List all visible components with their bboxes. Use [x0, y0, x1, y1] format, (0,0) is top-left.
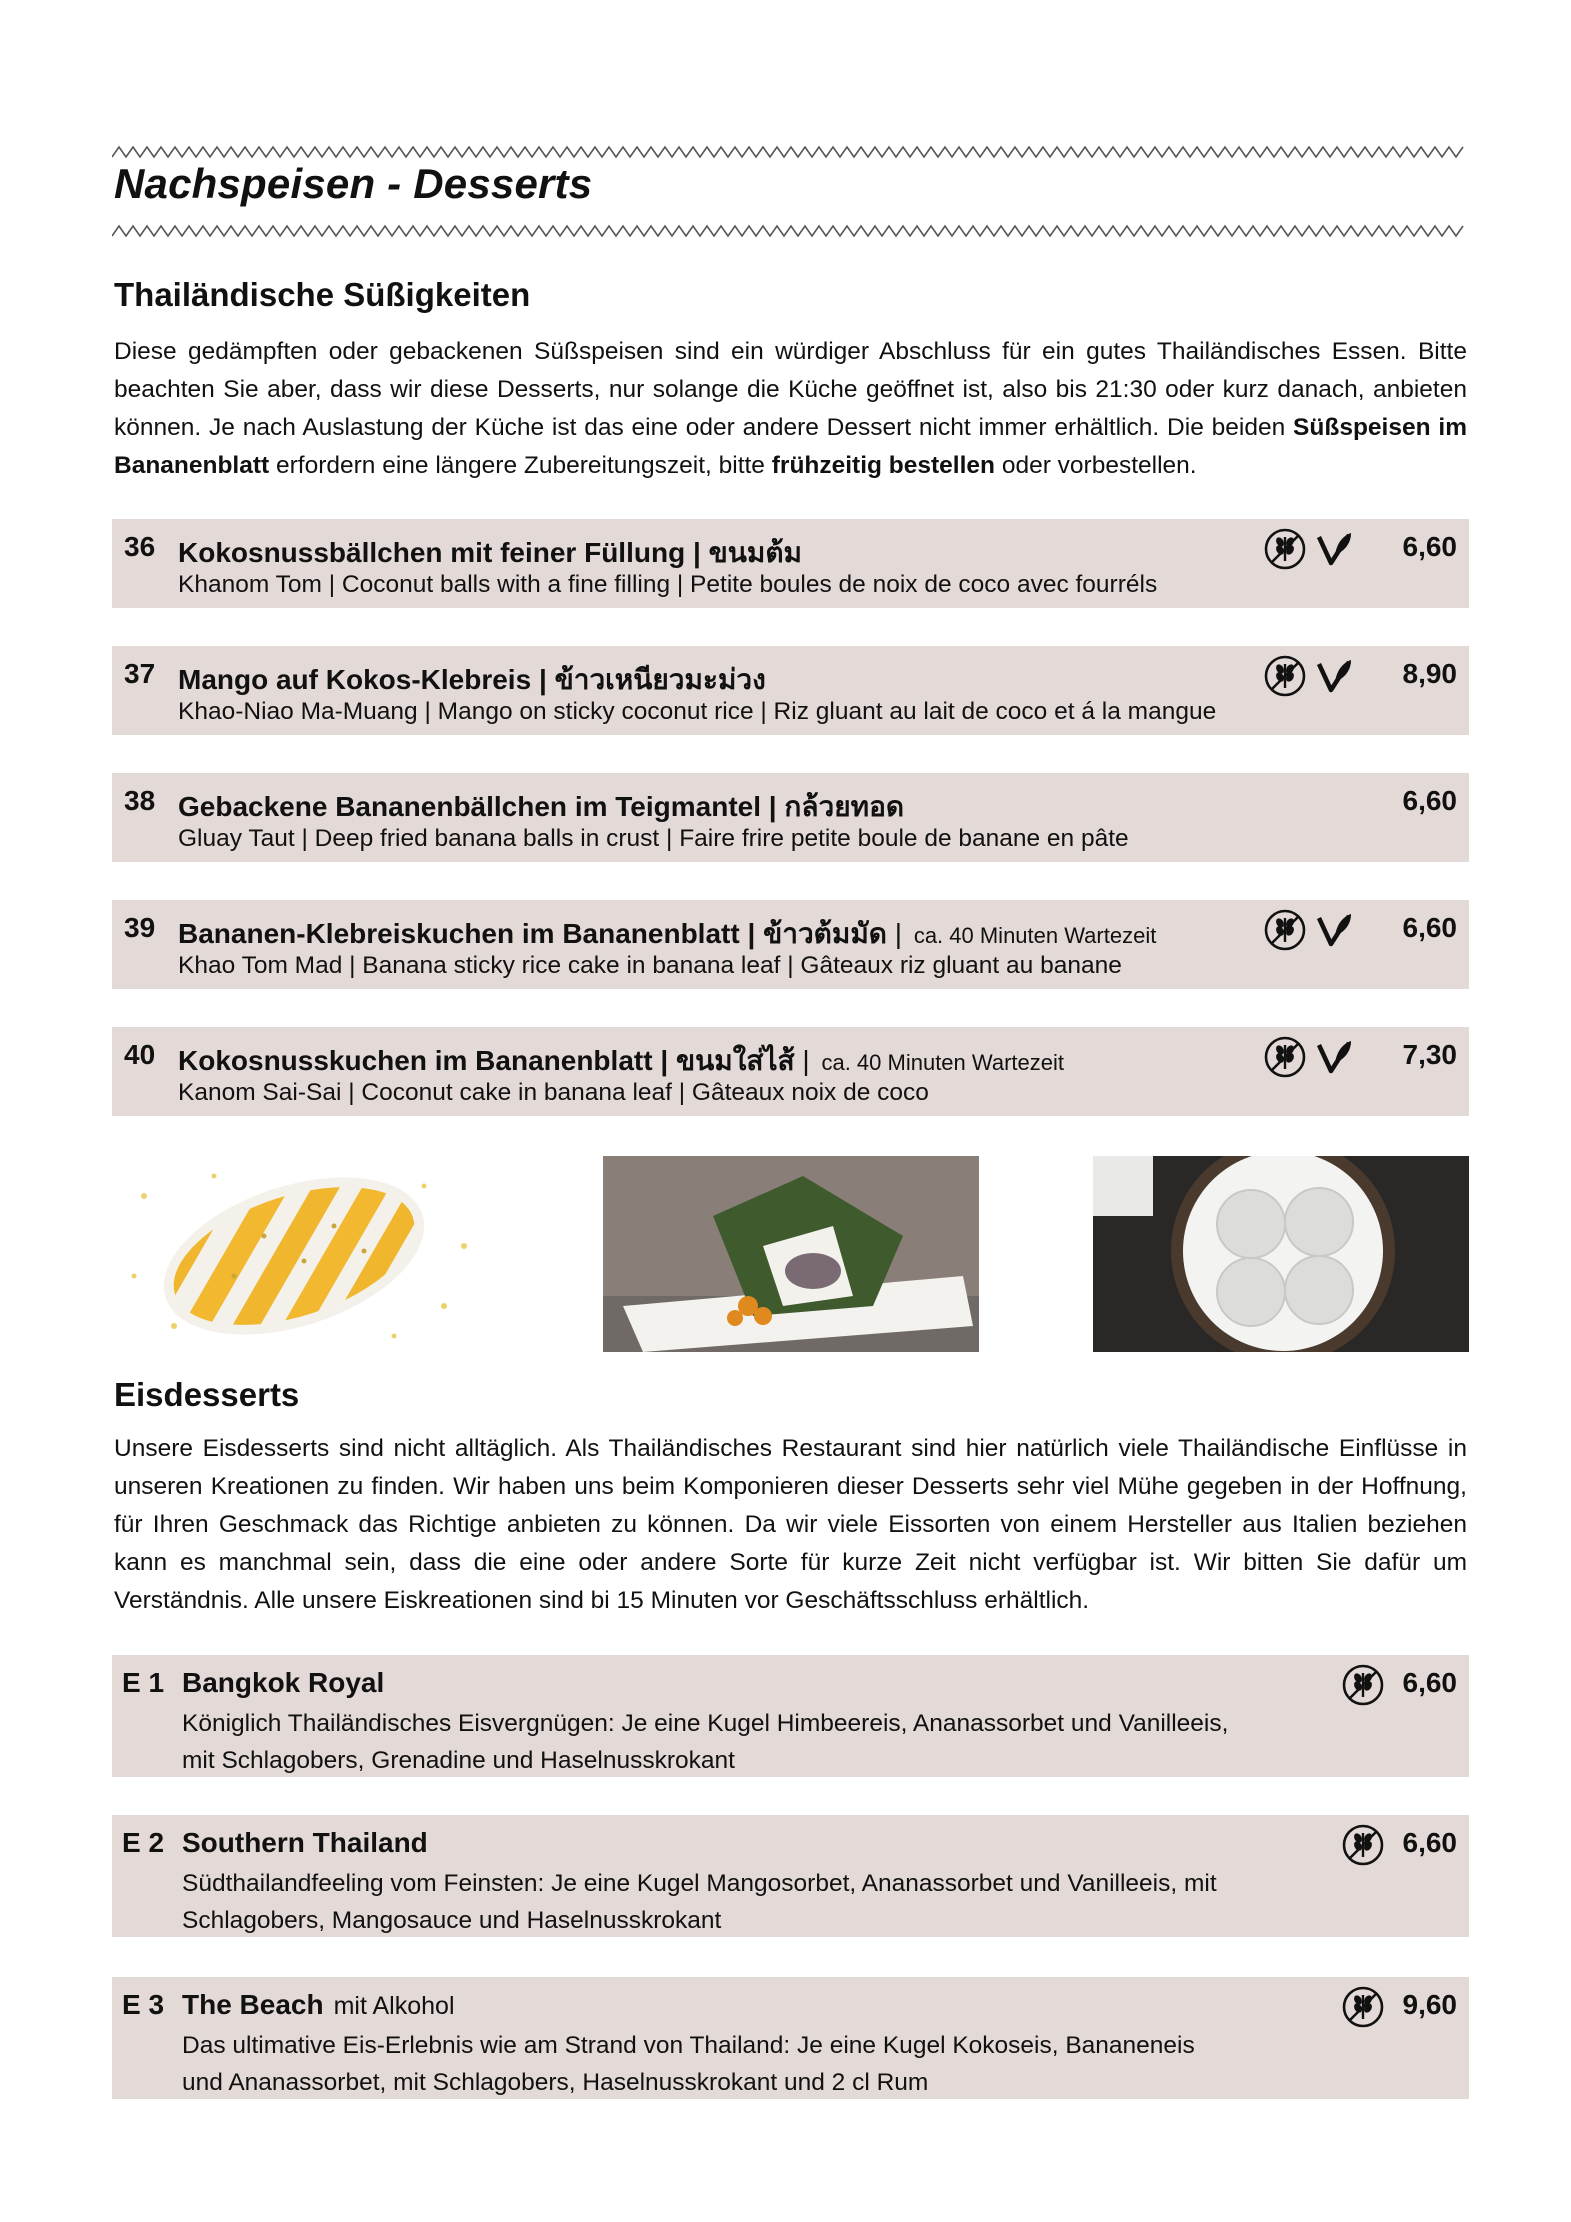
- item-price: 6,60: [1402, 1667, 1457, 1698]
- item-name: [178, 658, 766, 702]
- gluten-free-icon: [1263, 908, 1307, 952]
- menu-item-36: [112, 519, 1469, 608]
- item-title: Kokosnussbällchen mit feiner Füllung: [178, 537, 686, 568]
- dietary-icons: [1263, 654, 1357, 698]
- item-title: Mango auf Kokos-Klebreis: [178, 664, 532, 695]
- item-number: 39: [124, 912, 156, 943]
- item-price: 6,60: [1402, 912, 1457, 943]
- item-thai-name: ขนมต้ม: [708, 537, 802, 568]
- gluten-free-icon: [1263, 1035, 1307, 1079]
- mango-dessert-photo: [114, 1156, 490, 1352]
- gluten-free-icon: [1341, 1823, 1385, 1867]
- gluten-free-icon: [1263, 527, 1307, 571]
- separator: |: [685, 537, 709, 568]
- item-thai-name: ข้าวต้มมัด: [763, 918, 887, 949]
- item-thai-name: ขนมใส่ไส้: [675, 1045, 795, 1076]
- separator: |: [652, 1045, 676, 1076]
- dietary-icons: [1263, 1035, 1357, 1079]
- ice-item-e3: [112, 1977, 1469, 2099]
- item-name: [182, 1827, 428, 1859]
- banana-leaf-dessert-illustration: [603, 1156, 979, 1352]
- dietary-icons: [1341, 1663, 1385, 1707]
- item-number: 40: [124, 1039, 156, 1070]
- item-description: Kanom Sai-Sai | Coconut cake in banana leaf | Gâteaux noix de coco: [178, 1079, 929, 1106]
- item-price: 9,60: [1402, 1989, 1457, 2020]
- vegan-icon: [1313, 1035, 1357, 1079]
- dietary-icons: [1263, 908, 1357, 952]
- item-price: 8,90: [1402, 658, 1457, 689]
- item-number: E 1: [122, 1667, 165, 1698]
- item-thai-name: กล้วยทอด: [784, 791, 905, 822]
- intro-text: erfordern eine längere Zubereitungszeit, bitte: [269, 452, 772, 479]
- item-number: E 2: [122, 1827, 165, 1858]
- separator: |: [761, 791, 785, 822]
- separator: |: [794, 1045, 818, 1076]
- item-description: Königlich Thailändisches Eisvergnügen: Je eine Kugel Himbeereis, Ananassorbet und Vanilleeis, mit Schlagobers, Grenadine und Haselnusskrokant: [182, 1710, 1229, 1774]
- item-name: [178, 785, 904, 829]
- item-title: Southern Thailand: [182, 1827, 428, 1858]
- thai-sweets-intro: [114, 333, 1467, 485]
- ice-item-e2: [112, 1815, 1469, 1937]
- intro-text: oder vorbestellen.: [995, 452, 1197, 479]
- item-number: 37: [124, 658, 156, 689]
- item-thai-name: ข้าวเหนียวมะม่วง: [554, 664, 766, 695]
- item-number: E 3: [122, 1989, 165, 2020]
- menu-item-37: [112, 646, 1469, 735]
- item-title: The Beach: [182, 1989, 324, 2020]
- gluten-free-icon: [1263, 654, 1307, 698]
- item-price: 6,60: [1402, 1827, 1457, 1858]
- item-name: [182, 1667, 384, 1699]
- menu-item-39: [112, 900, 1469, 989]
- item-price: 6,60: [1402, 531, 1457, 562]
- item-number: 36: [124, 531, 156, 562]
- section-title-ice-desserts: Eisdesserts: [114, 1376, 300, 1413]
- banana-leaf-dessert-photo: [603, 1156, 979, 1352]
- zigzag-divider-bottom: [112, 224, 1469, 238]
- vegan-icon: [1313, 908, 1357, 952]
- intro-bold-text: frühzeitig bestellen: [771, 452, 996, 479]
- item-price: 6,60: [1402, 785, 1457, 816]
- item-name: [182, 1989, 455, 2021]
- vegan-icon: [1313, 527, 1357, 571]
- item-wait-time: ca. 40 Minuten Wartezeit: [913, 923, 1157, 948]
- intro-bold-text: Süßspeisen im Bananenblatt: [114, 414, 1467, 479]
- ice-item-e1: [112, 1655, 1469, 1777]
- item-title: Kokosnusskuchen im Bananenblatt: [178, 1045, 653, 1076]
- item-price: 7,30: [1402, 1039, 1457, 1070]
- item-description: Das ultimative Eis-Erlebnis wie am Strand von Thailand: Je eine Kugel Kokoseis, Bananeneis und Ananassorbet, mit Schlagobers, Haselnusskrokant und 2 cl Rum: [182, 2032, 1195, 2096]
- item-wait-time: ca. 40 Minuten Wartezeit: [821, 1050, 1064, 1075]
- item-title: Gebackene Bananenbällchen im Teigmantel: [178, 791, 761, 822]
- item-number: 38: [124, 785, 156, 816]
- item-description: Khanom Tom | Coconut balls with a fine filling | Petite boules de noix de coco avec fourréls: [178, 571, 1158, 598]
- page-title: Nachspeisen - Desserts: [114, 160, 593, 207]
- item-note: mit Alkohol: [333, 1992, 455, 2020]
- separator: |: [739, 918, 764, 949]
- menu-item-40: [112, 1027, 1469, 1116]
- ice-desserts-intro: Unsere Eisdesserts sind nicht alltäglich. Als Thailändisches Restaurant sind hier natürlich viele Thailändische Einflüsse in unseren Kreationen zu finden. Wir haben uns beim Komponieren dieser Desserts sehr viel Mühe gegeben in der Hoffnung, für Ihren Geschmack das Richtige anbieten zu können. Da wir viele Eissorten von einem Hersteller aus Italien beziehen kann es manchmal sein, dass die eine oder andere Sorte für kurze Zeit nicht verfügbar ist. Wir bitten Sie dafür um Verständnis. Alle unsere Eiskreationen sind bi 15 Minuten vor Geschäftsschluss erhältlich.: [114, 1435, 1467, 1614]
- gluten-free-icon: [1341, 1663, 1385, 1707]
- item-name: [178, 531, 802, 575]
- coconut-balls-photo: [1093, 1156, 1469, 1352]
- item-description: Khao-Niao Ma-Muang | Mango on sticky coconut rice | Riz gluant au lait de coco et á la mangue: [178, 698, 1217, 725]
- coconut-balls-illustration: [1093, 1156, 1469, 1352]
- menu-item-38: [112, 773, 1469, 862]
- item-name: [178, 1039, 1064, 1083]
- item-title: Bananen-Klebreiskuchen im Bananenblatt: [178, 918, 740, 949]
- dietary-icons: [1263, 527, 1357, 571]
- item-title: Bangkok Royal: [182, 1667, 385, 1698]
- item-description: Khao Tom Mad | Banana sticky rice cake in banana leaf | Gâteaux riz gluant au banane: [178, 952, 1122, 979]
- vegan-icon: [1313, 654, 1357, 698]
- gluten-free-icon: [1341, 1985, 1385, 2029]
- section-title-thai-sweets: Thailändische Süßigkeiten: [114, 276, 531, 313]
- separator: |: [886, 918, 910, 949]
- intro-text: Diese gedämpften oder gebackenen Süßspeisen sind ein würdiger Abschluss für ein gutes Thailändisches Essen. Bitte beachten Sie aber, dass wir diese Desserts, nur solange die Küche geöffnet ist, also bis 21:30 oder kurz danach, anbieten können. Je nach Auslastung der Küche ist das eine oder andere Dessert nicht immer erhältlich. Die beiden: [114, 338, 1467, 441]
- mango-dessert-illustration: [114, 1156, 490, 1352]
- dietary-icons: [1341, 1985, 1385, 2029]
- item-description: Gluay Taut | Deep fried banana balls in crust | Faire frire petite boule de banane en pâte: [178, 825, 1129, 852]
- dietary-icons: [1341, 1823, 1385, 1867]
- separator: |: [531, 664, 555, 695]
- zigzag-divider-top: [112, 145, 1469, 159]
- item-description: Südthailandfeeling vom Feinsten: Je eine Kugel Mangosorbet, Ananassorbet und Vanilleeis, mit Schlagobers, Mangosauce und Haselnusskrokant: [182, 1870, 1217, 1934]
- item-name: [178, 912, 1156, 956]
